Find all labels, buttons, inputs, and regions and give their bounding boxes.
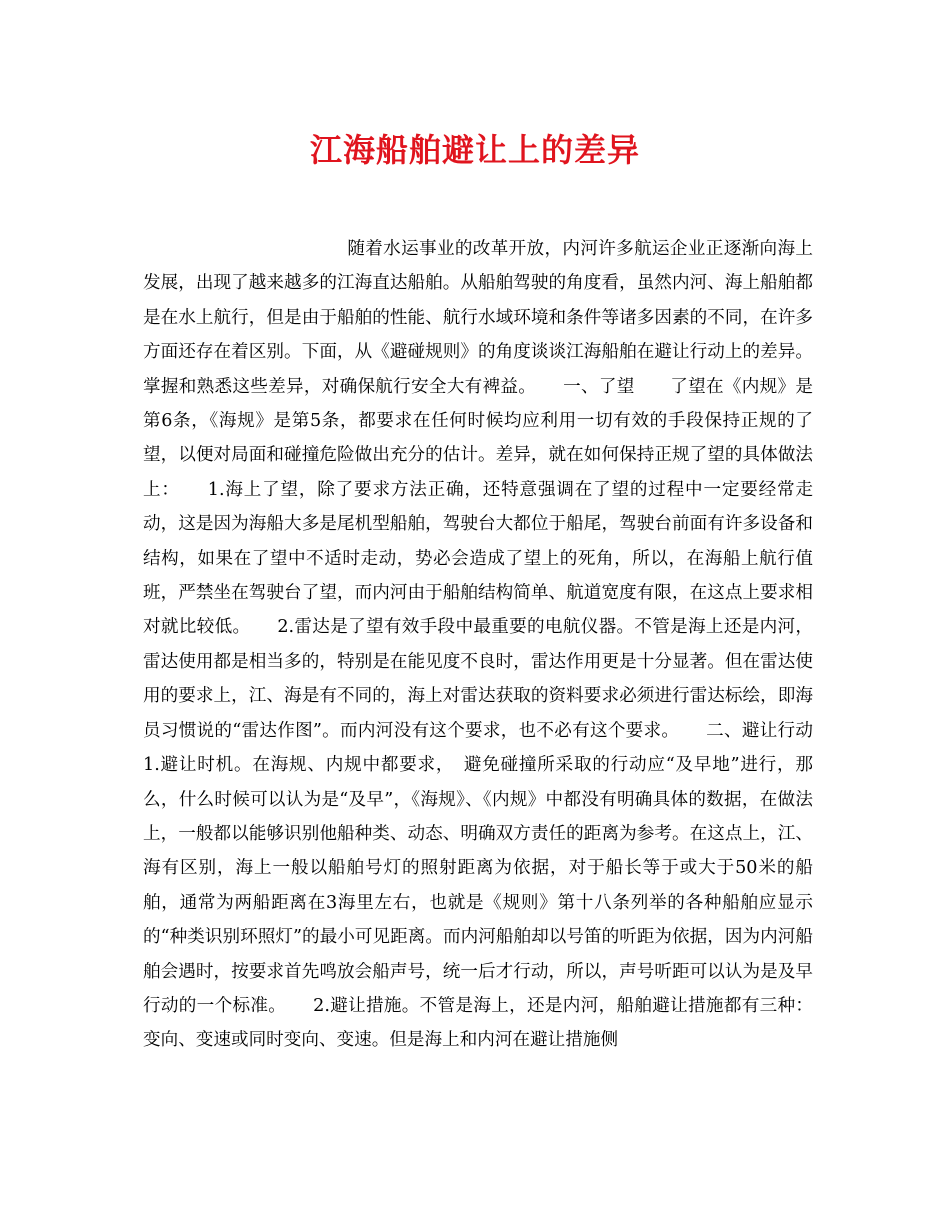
body-text-content: 随着水运事业的改革开放，内河许多航运企业正逐渐向海上发展，出现了越来越多的江海直达船舶。从船舶驾驶的角度看，虽然内河、海上船舶都是在水上航行，但是由于船舶的性能、航行水域环境和条件等诸多因素的不同，在许多方面还存在着区别。下面，从《避碰规则》的角度谈谈江海船舶在避让行动上的差异。掌握和熟悉这些差异，对确保航行安全大有裨益。 一、了望 了望在《内规》是第6条，《海规》是第5条，都要求在任何时候均应利用一切有效的手段保持正规的了望，以便对局面和碰撞危险做出充分的估计。差异，就在如何保持正规了望的具体做法上： 1.海上了望，除了要求方法正确，还特意强调在了望的过程中一定要经常走动，这是因为海船大多是尾机型船舶，驾驶台大都位于船尾，驾驶台前面有许多设备和结构，如果在了望中不适时走动，势必会造成了望上的死角，所以，在海船上航行值班，严禁坐在驾驶台了望，而内河由于船舶结构简单、航道宽度有限，在这点上要求相对就比较低。 2.雷达是了望有效手段中最重要的电航仪器。不管是海上还是内河，雷达使用都是相当多的，特别是在能见度不良时，雷达作用更是十分显著。但在雷达使用的要求上，江、海是有不同的，海上对雷达获取的资料要求必须进行雷达标绘，即海员习惯说的“雷达作图”。而内河没有这个要求，也不必有这个要求。 二、避让行动 1.避让时机。在海规、内规中都要求， 避免碰撞所采取的行动应“及早地”进行，那么，什么时候可以认为是“及早”，《海规》、《内规》中都没有明确具体的数据，在做法上，一般都以能够识别他船种类、动态、明确双方责任的距离为参考。在这点上，江、海有区别，海上一般以船舶号灯的照射距离为依据，对于船长等于或大于50米的船舶，通常为两船距离在3海里左右，也就是《规则》第十八条列举的各种船舶应显示的“种类识别环照灯”的最小可见距离。而内河船舶却以号笛的听距为依据，因为内河船舶会遇时，按要求首先鸣放会船声号，统一后才行动，所以，声号听距可以认为是及早行动的一个标准。 2.避让措施。不管是海上，还是内河，船舶避让措施都有三种：变向、变速或同时变向、变速。但是海上和内河在避让措施侧 [143, 239, 849, 1051]
document-title: 江海船舶避让上的差异 [309, 131, 640, 169]
document-body [143, 232, 849, 1058]
